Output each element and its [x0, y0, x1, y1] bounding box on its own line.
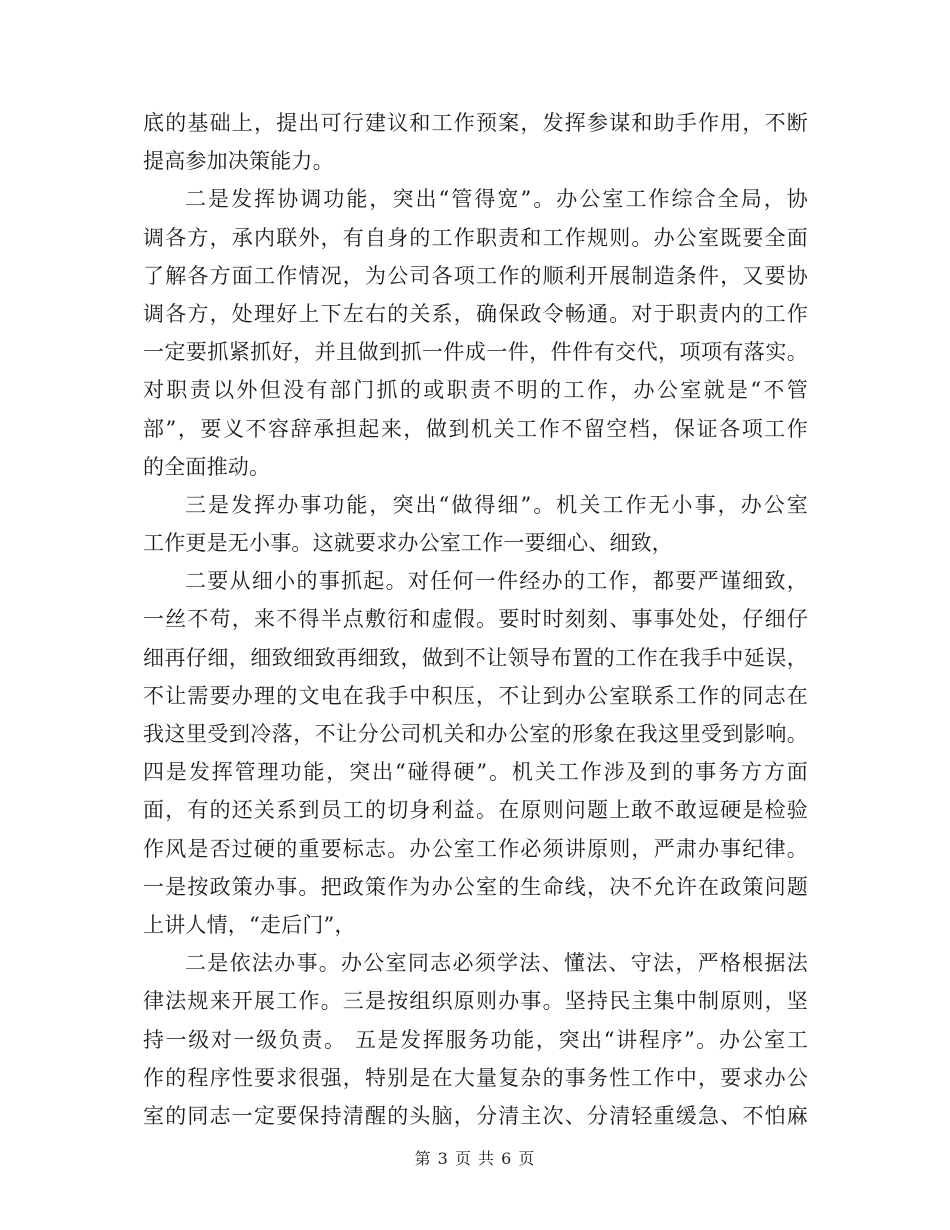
text-line: 四是发挥管理功能，突出“碰得硬”。机关工作涉及到的事务方方面 [143, 760, 808, 785]
text-line: 室的同志一定要保持清醒的头脑，分清主次、分清轻重缓急、不怕麻 [143, 1103, 808, 1128]
text-line: 面，有的还关系到员工的切身利益。在原则问题上敢不敢逗硬是检验 [143, 798, 808, 823]
text-line: 提高参加决策能力。 [143, 149, 334, 174]
text-line: 调各方，处理好上下左右的关系，确保政令畅通。对于职责内的工作 [143, 301, 808, 326]
text-line: 对职责以外但没有部门抓的或职责不明的工作，办公室就是“不管 [143, 378, 808, 403]
text-line: 二要从细小的事抓起。对任何一件经办的工作，都要严谨细致， [185, 569, 808, 594]
body-text [143, 104, 808, 1135]
text-line: 一定要抓紧抓好，并且做到抓一件成一件，件件有交代，项项有落实。 [143, 340, 808, 365]
text-line: 部”，要义不容辞承担起来，做到机关工作不留空档，保证各项工作 [143, 416, 808, 441]
text-line: 的全面推动。 [143, 454, 271, 479]
text-line: 不让需要办理的文电在我手中积压，不让到办公室联系工作的同志在 [143, 683, 808, 708]
text-line: 工作更是无小事。这就要求办公室工作一要细心、细致， [143, 531, 673, 556]
text-line: 上讲人情，“走后门”， [143, 912, 356, 937]
text-line: 我这里受到冷落，不让分公司机关和办公室的形象在我这里受到影响。 [143, 722, 808, 746]
text-line: 持一级对一级负责。 五是发挥服务功能，突出“讲程序”。办公室工 [143, 1027, 808, 1052]
text-line: 一丝不苟，来不得半点敷衍和虚假。要时时刻刻、事事处处，仔细仔 [143, 607, 808, 632]
text-line: 一是按政策办事。把政策作为办公室的生命线，决不允许在政策问题 [143, 874, 808, 899]
text-line: 细再仔细，细致细致再细致，做到不让领导布置的工作在我手中延误， [143, 645, 808, 670]
text-line: 作的程序性要求很强，特别是在大量复杂的事务性工作中，要求办公 [143, 1065, 808, 1090]
text-line: 二是发挥协调功能，突出“管得宽”。办公室工作综合全局，协 [185, 187, 808, 212]
text-line: 律法规来开展工作。三是按组织原则办事。坚持民主集中制原则，坚 [143, 989, 808, 1014]
page-number-footer: 第 3 页 共 6 页 [414, 1149, 536, 1168]
text-line: 调各方，承内联外，有自身的工作职责和工作规则。办公室既要全面 [143, 225, 808, 250]
text-line: 三是发挥办事功能，突出“做得细”。机关工作无小事，办公室 [185, 492, 808, 517]
text-line: 底的基础上，提出可行建议和工作预案，发挥参谋和助手作用，不断 [143, 111, 808, 135]
text-line: 作风是否过硬的重要标志。办公室工作必须讲原则，严肃办事纪律。 [143, 836, 808, 861]
text-line: 二是依法办事。办公室同志必须学法、懂法、守法，严格根据法 [185, 951, 808, 976]
text-line: 了解各方面工作情况，为公司各项工作的顺利开展制造条件，又要协 [143, 263, 808, 288]
